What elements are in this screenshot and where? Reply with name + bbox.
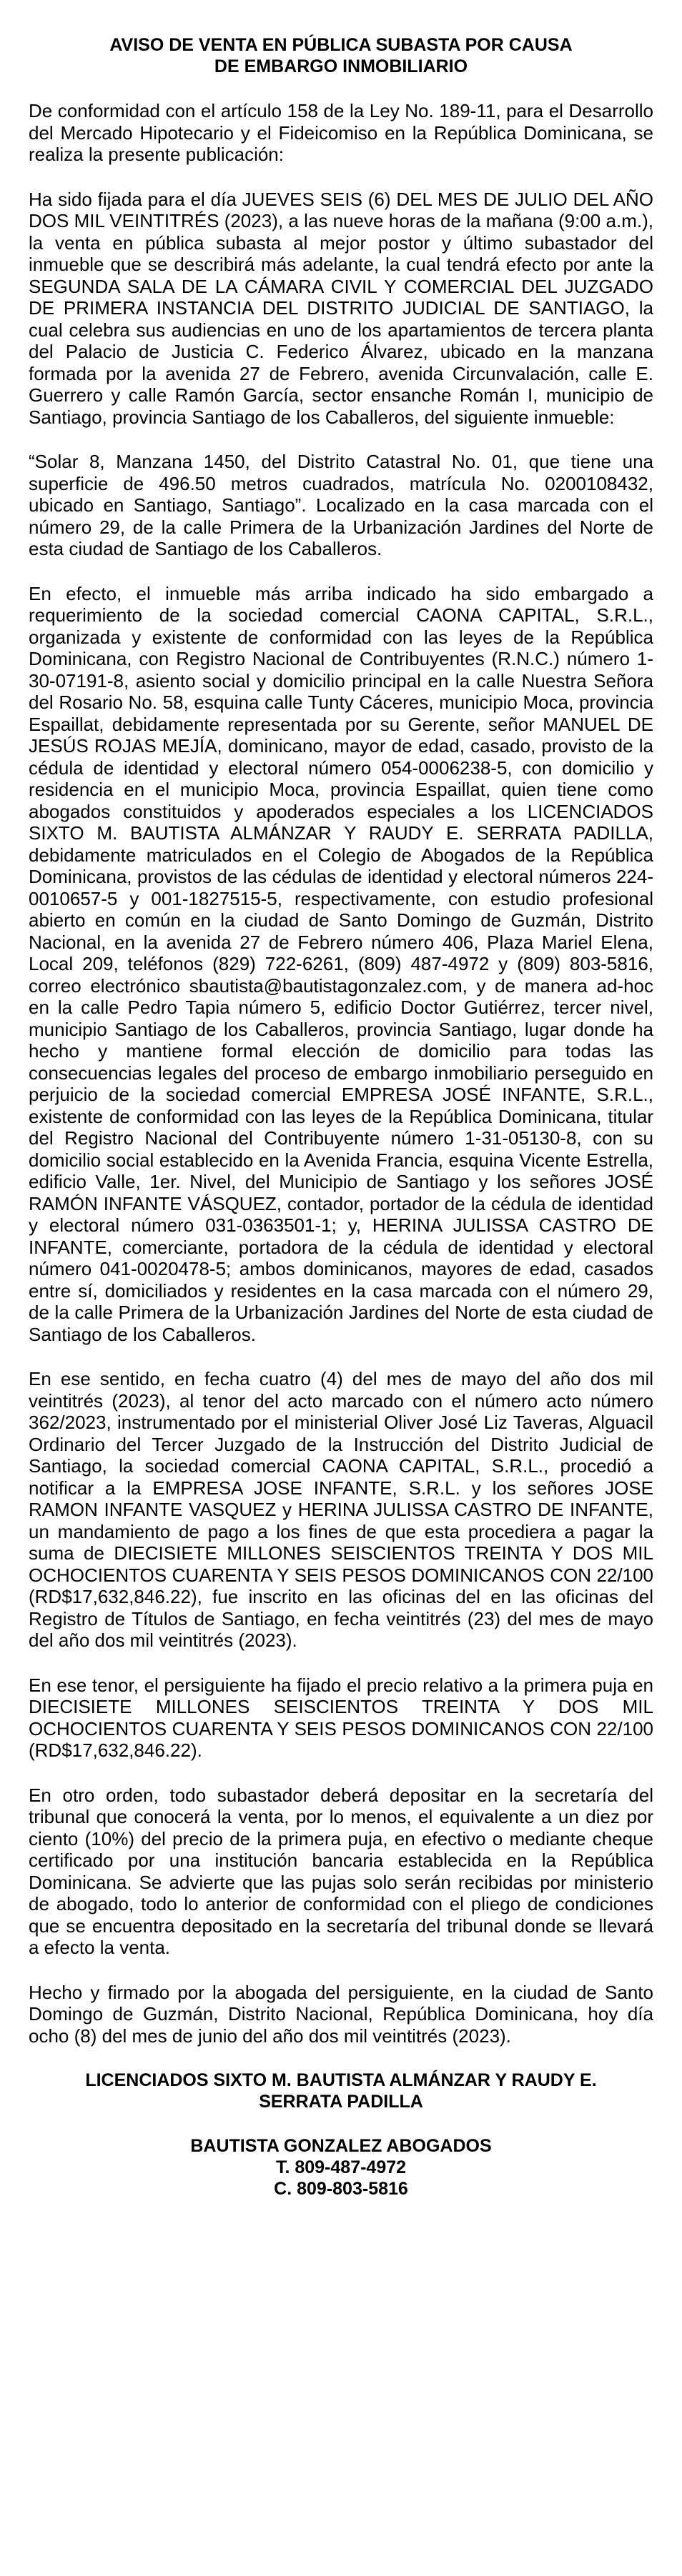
notice-title-line-2: DE EMBARGO INMOBILIARIO [214, 56, 468, 76]
paragraph-legal-basis: De conformidad con el artículo 158 de la Ley No. 189-11, para el Desarrollo del Mercado Hipotecario y el Fideicomiso en la República Dominicana, se realiza la presente publicación: [29, 100, 653, 165]
signatories-line-1: LICENCIADOS SIXTO M. BAUTISTA ALMÁNZAR Y RAUDY E. [85, 2070, 597, 2090]
paragraph-property-description: “Solar 8, Manzana 1450, del Distrito Catastral No. 01, que tiene una superficie de 496.50 metros cuadrados, matrícula No. 0200108432, ubicado en Santiago, Santiago”. Localizado en la casa marcada con el número 29, de la calle Primera de la Urbanización Jardines del Norte de esta ciudad de Santiago de los Caballeros. [29, 451, 653, 559]
signatories-line-2: SERRATA PADILLA [259, 2092, 423, 2112]
paragraph-signed-date: Hecho y firmado por la abogada del persiguiente, en la ciudad de Santo Domingo de Guzmán, Distrito Nacional, República Dominicana, hoy día ocho (8) del mes de junio del año dos mil veintitrés (2023). [29, 1981, 653, 2047]
law-firm-block [29, 2135, 653, 2200]
notice-title [29, 34, 653, 77]
notice-title-line-1: AVISO DE VENTA EN PÚBLICA SUBASTA POR CAUSA [109, 35, 573, 55]
firm-phone: T. 809-487-4972 [275, 2157, 407, 2177]
paragraph-auction-date: Ha sido fijada para el día JUEVES SEIS (6) DEL MES DE JULIO DEL AÑO DOS MIL VEINTITRÉS (2023), a las nueve horas de la mañana (9:00 a.m.), la venta en pública subasta al mejor postor y último subastador del inmueble que se describirá más adelante, la cual tendrá efecto por ante la SEGUNDA SALA DE LA CÁMARA CIVIL Y COMERCIAL DEL JUZGADO DE PRIMERA INSTANCIA DEL DISTRITO JUDICIAL DE SANTIAGO, la cual celebra sus audiencias en uno de los apartamientos de tercera planta del Palacio de Justicia C. Federico Álvarez, ubicado en la manzana formada por la avenida 27 de Febrero, avenida Circunvalación, calle E. Guerrero y calle Ramón García, sector ensanche Román I, municipio de Santiago, provincia Santiago de los Caballeros, del siguiente inmueble: [29, 188, 653, 428]
firm-cellphone: C. 809-803-5816 [274, 2179, 408, 2199]
paragraph-deposit-requirement: En otro orden, todo subastador deberá depositar en la secretaría del tribunal que conocerá la venta, por lo menos, el equivalente a un diez por ciento (10%) del precio de la primera puja, en efectivo o mediante cheque certificado por una institución bancaria establecida en la República Dominicana. Se advierte que las pujas solo serán recibidas por ministerio de abogado, todo lo anterior de conformidad con el pliego de condiciones que se encuentra depositado en la secretaría del tribunal donde se llevará a efecto la venta. [29, 1784, 653, 1958]
paragraph-payment-order: En ese sentido, en fecha cuatro (4) del mes de mayo del año dos mil veintitrés (2023), al tenor del acto marcado con el número acto número 362/2023, instrumentado por el ministerial Oliver José Liz Taveras, Alguacil Ordinario del Tercer Juzgado de la Instrucción del Distrito Judicial de Santiago, la sociedad comercial CAONA CAPITAL, S.R.L., procedió a notificar a la EMPRESA JOSE INFANTE, S.R.L. y los señores JOSE RAMON INFANTE VASQUEZ y HERINA JULISSA CASTRO DE INFANTE, un mandamiento de pago a los fines de que esta procediera a pagar la suma de DIECISIETE MILLONES SEISCIENTOS TREINTA Y DOS MIL OCHOCIENTOS CUARENTA Y SEIS PESOS DOMINICANOS CON 22/100 (RD$17,632,846.22), fue inscrito en las oficinas del en las oficinas del Registro de Títulos de Santiago, en fecha veintitrés (23) del mes de mayo del año dos mil veintitrés (2023). [29, 1368, 653, 1651]
paragraph-first-bid-price: En ese tenor, el persiguiente ha fijado el precio relativo a la primera puja en DIECISIETE MILLONES SEISCIENTOS TREINTA Y DOS MIL OCHOCIENTOS CUARENTA Y SEIS PESOS DOMINICANOS CON 22/100 (RD$17,632,846.22). [29, 1674, 653, 1761]
signatories [29, 2070, 653, 2112]
paragraph-seizing-party: En efecto, el inmueble más arriba indicado ha sido embargado a requerimiento de la sociedad comercial CAONA CAPITAL, S.R.L., organizada y existente de conformidad con las leyes de la República Dominicana, con Registro Nacional de Contribuyentes (R.N.C.) número 1-30-07191-8, asiento social y domicilio principal en la calle Nuestra Señora del Rosario No. 58, esquina calle Tunty Cáceres, municipio Moca, provincia Espaillat, debidamente representada por su Gerente, señor MANUEL DE JESÚS ROJAS MEJÍA, dominicano, mayor de edad, casado, provisto de la cédula de identidad y electoral número 054-0006238-5, con domicilio y residencia en el municipio Moca, provincia Espaillat, quien tiene como abogados constituidos y apoderados especiales a los LICENCIADOS SIXTO M. BAUTISTA ALMÁNZAR Y RAUDY E. SERRATA PADILLA, debidamente matriculados en el Colegio de Abogados de la República Dominicana, provistos de las cédulas de identidad y electoral números 224-0010657-5 y 001-1827515-5, respectivamente, con estudio profesional abierto en común en la ciudad de Santo Domingo de Guzmán, Distrito Nacional, en la avenida 27 de Febrero número 406, Plaza Mariel Elena, Local 209, teléfonos (829) 722-6261, (809) 487-4972 y (809) 803-5816, correo electrónico sbautista@bautistagonzalez.com, y de manera ad-hoc en la calle Pedro Tapia número 5, edificio Doctor Gutiérrez, tercer nivel, municipio Santiago de los Caballeros, provincia Santiago, lugar donde ha hecho y mantiene formal elección de domicilio para todas las consecuencias legales del proceso de embargo inmobiliario perseguido en perjuicio de la sociedad comercial EMPRESA JOSÉ INFANTE, S.R.L., existente de conformidad con las leyes de la República Dominicana, titular del Registro Nacional del Contribuyente número 1-31-05130-8, con su domicilio social establecido en la Avenida Francia, esquina Vicente Estrella, edificio Valle, 1er. Nivel, del Municipio de Santiago y los señores JOSÉ RAMÓN INFANTE VÁSQUEZ, contador, portador de la cédula de identidad y electoral número 031-0363501-1; y, HERINA JULISSA CASTRO DE INFANTE, comerciante, portadora de la cédula de identidad y electoral número 041-0020478-5; ambos dominicanos, mayores de edad, casados entre sí, domiciliados y residentes en la casa marcada con el número 29, de la calle Primera de la Urbanización Jardines del Norte de esta ciudad de Santiago de los Caballeros. [29, 582, 653, 1345]
firm-name: BAUTISTA GONZALEZ ABOGADOS [190, 2136, 492, 2156]
